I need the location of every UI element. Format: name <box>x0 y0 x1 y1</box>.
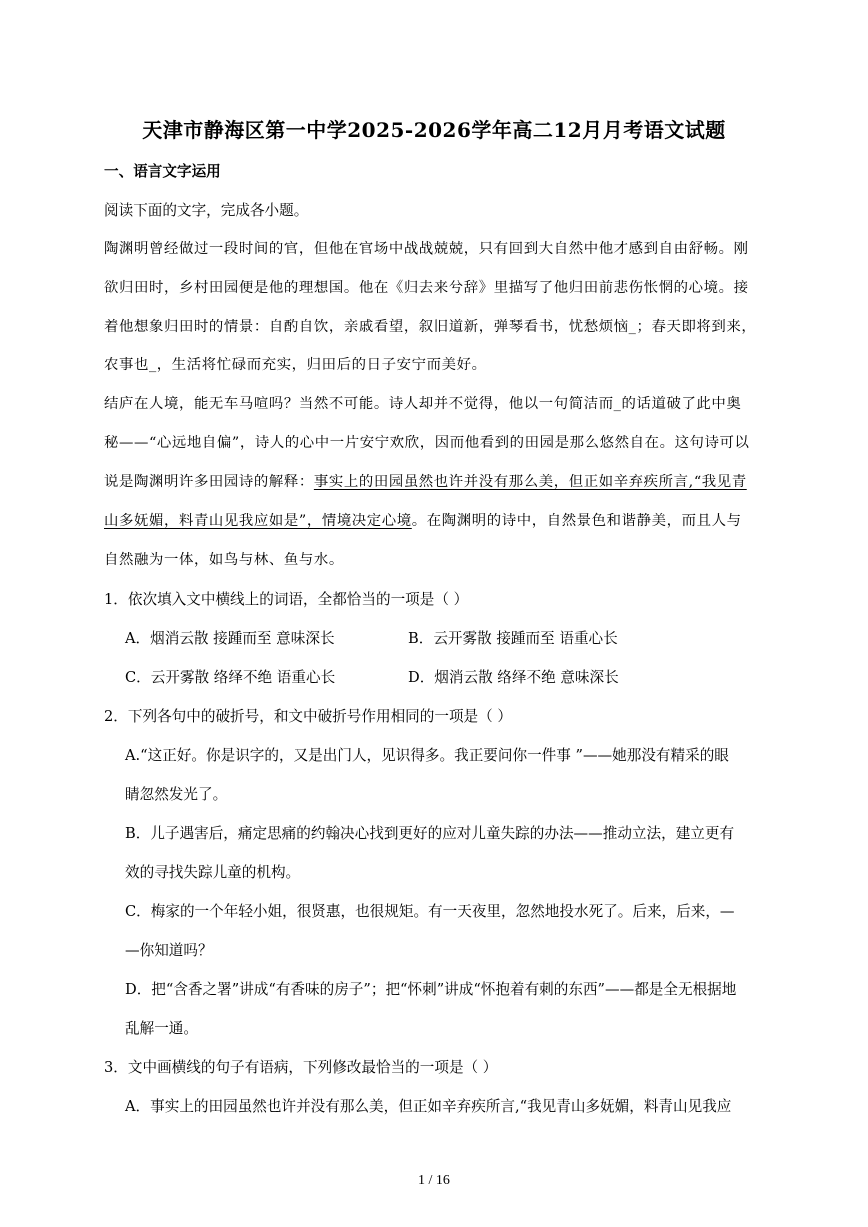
option-d-cont: 乱解一通。 <box>125 1020 198 1037</box>
question-stem: 3．文中画横线的句子有语病，下列修改最恰当的一项是（ ） <box>104 1059 498 1076</box>
page-title: 天津市静海区第一中学2025-2026学年高二12月月考语文试题 <box>142 118 726 142</box>
section-heading: 一、语言文字运用 <box>104 163 221 180</box>
underlined-sentence: 山多妩媚，料青山见我应如是”，情境决定心境 <box>104 513 412 529</box>
option-a: A．事实上的田园虽然也许并没有那么美，但正如辛弃疾所言,“我见青山多妩媚，料青山见我应 <box>125 1098 732 1115</box>
option-a: A.“这正好。你是识字的，又是出门人，见识得多。我正要问你一件事 ”——她那没有精采的眼 <box>125 747 729 764</box>
passage-line: 自然融为一体，如鸟与林、鱼与水。 <box>104 552 344 568</box>
passage-line: 陶渊明曾经做过一段时间的官，但他在官场中战战兢兢，只有回到大自然中他才感到自由舒畅。刚 <box>104 241 749 257</box>
option-b: B．云开雾散 接踵而至 语重心长 <box>408 630 618 647</box>
option-a: A．烟消云散 接踵而至 意味深长 <box>125 630 335 647</box>
option-a-cont: 睛忽然发光了。 <box>125 786 228 803</box>
passage-line: 欲归田时，乡村田园便是他的理想国。他在《归去来兮辞》里描写了他归田前悲伤怅惘的心境。接 <box>104 280 749 296</box>
passage-line: 着他想象归田时的情景：自酌自饮，亲戚看望，叙旧道新，弹琴看书，忧愁烦恼_；春天即将到来， <box>104 319 757 335</box>
option-c-cont: —你知道吗？ <box>125 942 213 959</box>
option-d: D．烟消云散 络绎不绝 意味深长 <box>408 669 619 686</box>
reading-instruction: 阅读下面的文字，完成各小题。 <box>104 202 309 219</box>
passage-line <box>104 509 742 530</box>
passage-text: 说是陶渊明许多田园诗的解释： <box>104 474 314 490</box>
option-c: C．梅家的一个年轻小姐，很贤惠，也很规矩。有一天夜里，忽然地投水死了。后来，后来，— <box>125 903 735 920</box>
question-stem: 2．下列各句中的破折号，和文中破折号作用相同的一项是（ ） <box>104 708 512 725</box>
question-stem: 1．依次填入文中横线上的词语，全都恰当的一项是（ ） <box>104 591 469 608</box>
passage-line <box>104 470 747 491</box>
option-b: B．儿子遇害后，痛定思痛的约翰决心找到更好的应对儿童失踪的办法——推动立法，建立更有 <box>125 825 735 842</box>
option-c: C．云开雾散 络绎不绝 语重心长 <box>125 669 336 686</box>
option-b-cont: 效的寻找失踪儿童的机构。 <box>125 864 301 881</box>
passage-line: 秘——“心远地自偏”，诗人的心中一片安宁欢欣，因而他看到的田园是那么悠然自在。这句诗可以 <box>104 435 750 451</box>
option-d: D．把“含香之署”讲成“有香味的房子”；把“怀刺”讲成“怀抱着有刺的东西”——都是全无根据地 <box>125 981 737 998</box>
page-number: 1 / 16 <box>418 1173 450 1188</box>
passage-line: 结庐在人境，能无车马喧吗？当然不可能。诗人却并不觉得，他以一句简洁而_的话道破了此中奥 <box>104 396 742 412</box>
underlined-sentence: 事实上的田园虽然也许并没有那么美，但正如辛弃疾所言,“我见青 <box>313 474 747 490</box>
passage-line: 农事也_，生活将忙碌而充实，归田后的日子安宁而美好。 <box>104 357 487 373</box>
passage-text: 。在陶渊明的诗中，自然景色和谐静美，而且人与 <box>411 513 742 529</box>
